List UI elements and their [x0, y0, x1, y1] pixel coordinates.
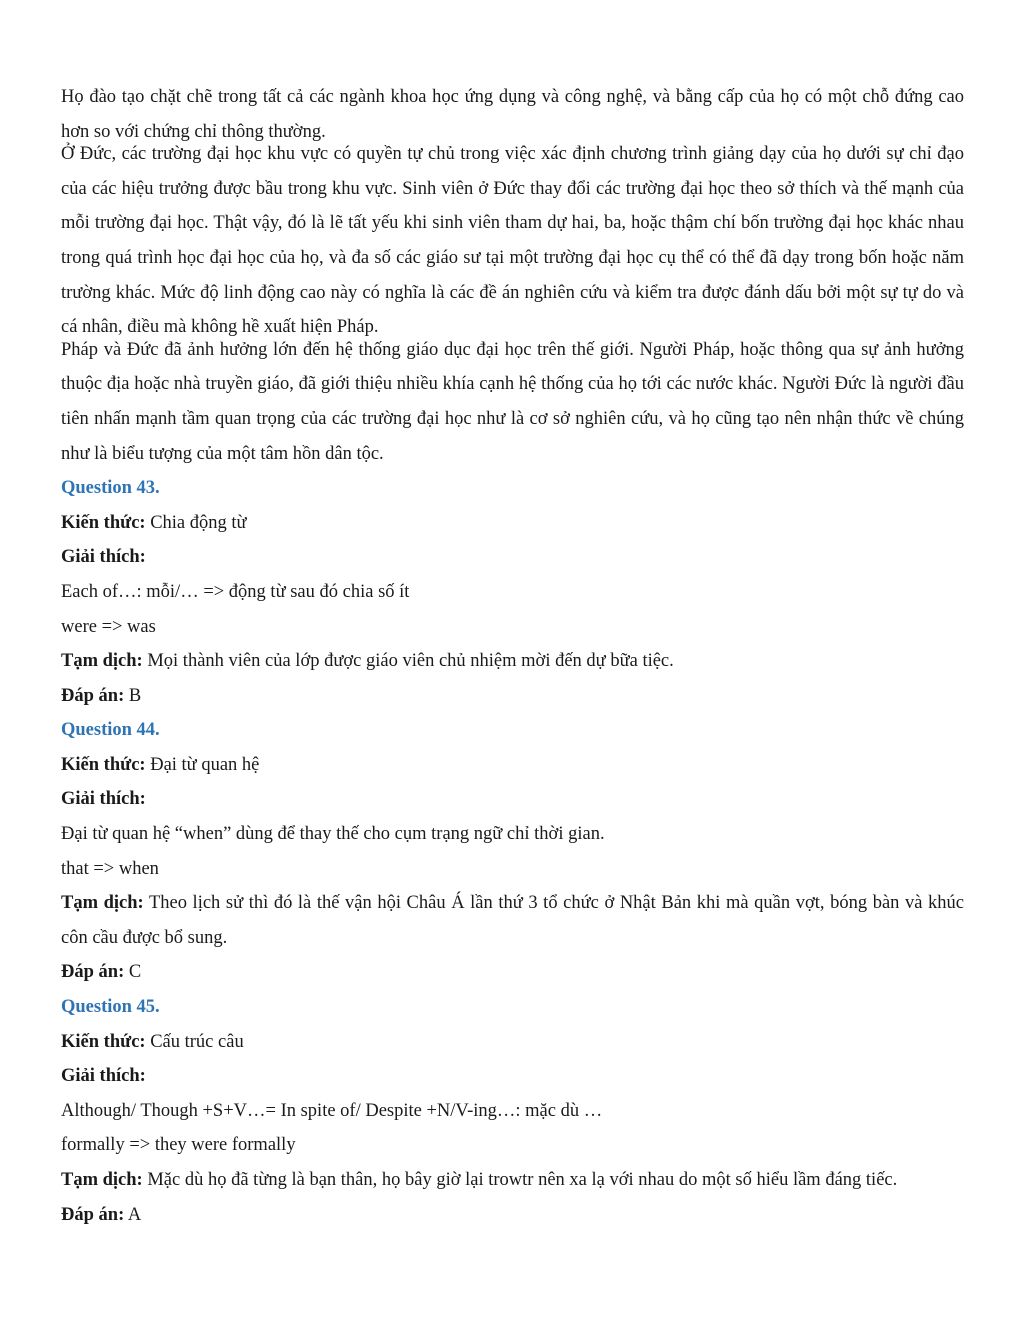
- translation-value: Mặc dù họ đã từng là bạn thân, họ bây giờ lại trowtr nên xa lạ với nhau do một số hiểu lầm đáng tiếc.: [147, 1170, 898, 1190]
- explanation-line: formally => they were formally: [61, 1135, 296, 1156]
- intro-paragraph-3: Pháp và Đức đã ảnh hưởng lớn đến hệ thống giáo dục đại học trên thế giới. Người Pháp, hoặc thông qua sự ảnh hưởng thuộc địa hoặc nhà truyền giáo, đã giới thiệu nhiều khía cạnh hệ thống của họ tới các nước khác. Người Đức là người đầu tiên nhấn mạnh tầm quan trọng của các trường đại học như là cơ sở nghiên cứu, và họ cũng tạo nên nhận thức về chúng như là biểu tượng của một tâm hồn dân tộc.: [61, 339, 964, 464]
- question-title: Question 44.: [61, 720, 160, 741]
- answer-line: [61, 679, 964, 714]
- explanation-label: Giải thích:: [61, 1066, 146, 1087]
- translation-line: [61, 1163, 964, 1198]
- translation-value: Theo lịch sử thì đó là thế vận hội Châu Á lần thứ 3 tổ chức ở Nhật Bản khi mà quần vợt, bóng bàn và khúc côn cầu được bổ sung.: [61, 893, 965, 948]
- answer-label: Đáp án:: [61, 962, 125, 983]
- intro-paragraph-1: Họ đào tạo chặt chẽ trong tất cả các ngành khoa học ứng dụng và công nghệ, và bằng cấp của họ có một chỗ đứng cao hơn so với chứng chỉ thông thường.: [61, 87, 964, 142]
- knowledge-value: Đại từ quan hệ: [150, 754, 260, 775]
- knowledge-line: [61, 506, 964, 541]
- explanation-line: Each of…: mỗi/… => động từ sau đó chia số ít: [61, 581, 410, 602]
- question-block-45: [61, 990, 964, 1232]
- explanation-line: Đại từ quan hệ “when” dùng để thay thế cho cụm trạng ngữ chỉ thời gian.: [61, 824, 605, 845]
- knowledge-value: Chia động từ: [150, 512, 247, 533]
- answer-label: Đáp án:: [61, 685, 125, 706]
- question-block-43: [61, 471, 964, 713]
- explanation-label: Giải thích:: [61, 547, 146, 568]
- knowledge-line: [61, 748, 964, 783]
- translation-line: [61, 644, 964, 679]
- explanation-label: Giải thích:: [61, 789, 146, 810]
- answer-value: B: [128, 685, 142, 706]
- intro-paragraph-2: Ở Đức, các trường đại học khu vực có quyền tự chủ trong việc xác định chương trình giảng dạy của họ dưới sự chỉ đạo của các hiệu trưởng được bầu trong khu vực. Sinh viên ở Đức thay đổi các trường đại học theo sở thích và thế mạnh của mỗi trường đại học. Thật vậy, đó là lẽ tất yếu khi sinh viên tham dự hai, ba, hoặc thậm chí bốn trường đại học khác nhau trong quá trình học đại học của họ, và đa số các giáo sư tại một trường đại học cụ thể có thể đã dạy trong bốn hoặc năm trường khác. Mức độ linh động cao này có nghĩa là các đề án nghiên cứu và kiểm tra được đánh dấu bởi một sự tự do và cá nhân, điều mà không hề xuất hiện Pháp.: [61, 144, 964, 338]
- translation-line: [61, 886, 964, 955]
- question-title: Question 43.: [61, 478, 160, 499]
- translation-label: Tạm dịch:: [61, 893, 144, 914]
- knowledge-value: Cấu trúc câu: [150, 1031, 244, 1052]
- translation-label: Tạm dịch:: [61, 1170, 143, 1190]
- knowledge-line: [61, 1025, 964, 1060]
- translation-value: Mọi thành viên của lớp được giáo viên chủ nhiệm mời đến dự bữa tiệc.: [147, 651, 674, 672]
- explanation-line: that => when: [61, 858, 159, 879]
- question-title: Question 45.: [61, 997, 160, 1018]
- document-page: [61, 80, 964, 1232]
- knowledge-label: Kiến thức:: [61, 754, 146, 775]
- explanation-line: were => was: [61, 616, 156, 637]
- translation-label: Tạm dịch:: [61, 651, 143, 672]
- question-block-44: [61, 713, 964, 990]
- answer-line: [61, 1198, 964, 1233]
- knowledge-label: Kiến thức:: [61, 512, 146, 533]
- answer-value: C: [128, 962, 142, 983]
- answer-value: A: [127, 1204, 142, 1225]
- explanation-line: Although/ Though +S+V…= In spite of/ Despite +N/V-ing…: mặc dù …: [61, 1100, 603, 1121]
- answer-label: Đáp án:: [61, 1204, 125, 1225]
- answer-line: [61, 955, 964, 990]
- knowledge-label: Kiến thức:: [61, 1031, 146, 1052]
